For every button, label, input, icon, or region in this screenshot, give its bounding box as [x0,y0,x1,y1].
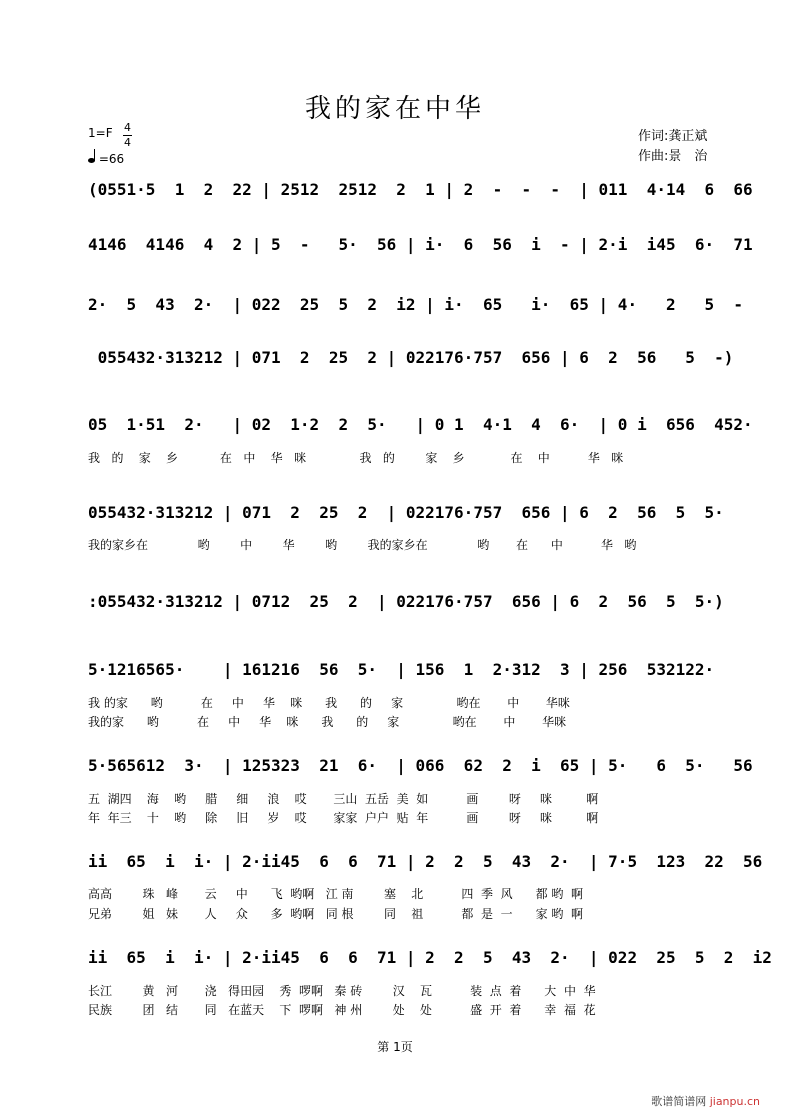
notation-line: 2· 5 43 2· | 022 25 5 2 i2 | i· 65 i· 65 | 4· 2 5 - [88,295,744,314]
tempo-value: =66 [98,152,125,166]
quarter-note-icon [88,158,95,163]
notation-line: 5·565612 3· | 125323 21 6· | 066 62 2 i 65 | 5· 6 5· 56 [88,756,753,775]
notation-line: :055432·313212 | 0712 25 2 | 022176·757 656 | 6 2 56 5 5·) [88,592,724,611]
page-number: 第 1页 [377,1040,413,1054]
staff-row [88,948,772,978]
lyric-line: 高高 珠 峰 云 中 飞 哟啊 江 南 塞 北 四 季 风 都 哟 啊 [88,887,584,901]
notation-line: 05 1·51 2· | 02 1·2 2 5· | 0 1 4·1 4 6· | 0 i 656 452· [88,415,753,434]
lyric-line: 我的家乡在 哟 中 华 哟 我的家乡在 哟 在 中 华 哟 [88,538,637,552]
notation-line: 4146 4146 4 2 | 5 - 5· 56 | i· 6 56 i - | 2·i i45 6· 71 [88,235,753,254]
watermark-url: jianpu.cn [709,1095,760,1108]
composer: 作曲:景 治 [638,149,708,164]
staff-row [88,235,753,265]
time-signature-bottom: 4 [124,136,131,149]
notation-line: 5·1216565· | 161216 56 5· | 156 1 2·312 3 | 256 532122· [88,660,715,679]
time-signature-top: 4 [124,121,131,134]
key-signature: 1=F [88,126,113,140]
time-signature [123,122,132,149]
lyric-line: 民族 团 结 同 在蓝天 下 啰啊 神 州 处 处 盛 开 着 幸 福 花 [88,1003,596,1017]
song-title: 我的家在中华 [304,94,485,124]
lyric-line: 长江 黄 河 浇 得田园 秀 啰啊 秦 砖 汉 瓦 装 点 着 大 中 华 [88,984,596,998]
notation-line: 055432·313212 | 071 2 25 2 | 022176·757 656 | 6 2 56 5 -) [88,348,734,367]
lyric-line: 我 的家 哟 在 中 华 咪 我 的 家 哟在 中 华咪 [88,696,570,710]
staff-row [88,660,738,690]
staff-row [88,592,738,622]
staff-row [88,756,753,786]
staff-row [88,295,744,325]
lyric-line: 我 的 家 乡 在 中 华 咪 我 的 家 乡 在 中 华 咪 [88,451,624,465]
notation-line: (0551·5 1 2 22 | 2512 2512 2 1 | 2 - - - | 011 4·14 6 66 [88,180,753,199]
staff-row [88,415,753,445]
tempo-marking [88,152,124,166]
staff-row [88,503,738,533]
staff-row [88,852,763,882]
watermark [651,1093,760,1109]
credits [638,127,707,167]
staff-row [88,180,753,210]
lyric-line: 年 年三 十 哟 除 旧 岁 哎 家家 户户 贴 年 画 呀 咪 啊 [88,811,599,825]
notation-line: ii 65 i i· | 2·ii45 6 6 71 | 2 2 5 43 2· | 022 25 5 2 i2 [88,948,772,967]
lyricist: 作词:龚正斌 [638,129,708,144]
staff-row [88,348,738,378]
lyric-line: 我的家 哟 在 中 华 咪 我 的 家 哟在 中 华咪 [88,715,567,729]
notation-line: 055432·313212 | 071 2 25 2 | 022176·757 656 | 6 2 56 5 5· [88,503,724,522]
watermark-text: 歌谱简谱网 [651,1095,707,1108]
lyric-line: 五 湖四 海 哟 腊 细 浪 哎 三山 五岳 美 如 画 呀 咪 啊 [88,792,599,806]
notation-line: ii 65 i i· | 2·ii45 6 6 71 | 2 2 5 43 2· | 7·5 123 22 56 [88,852,763,871]
lyric-line: 兄弟 姐 妹 人 众 多 哟啊 同 根 同 祖 都 是 一 家 哟 啊 [88,907,584,921]
